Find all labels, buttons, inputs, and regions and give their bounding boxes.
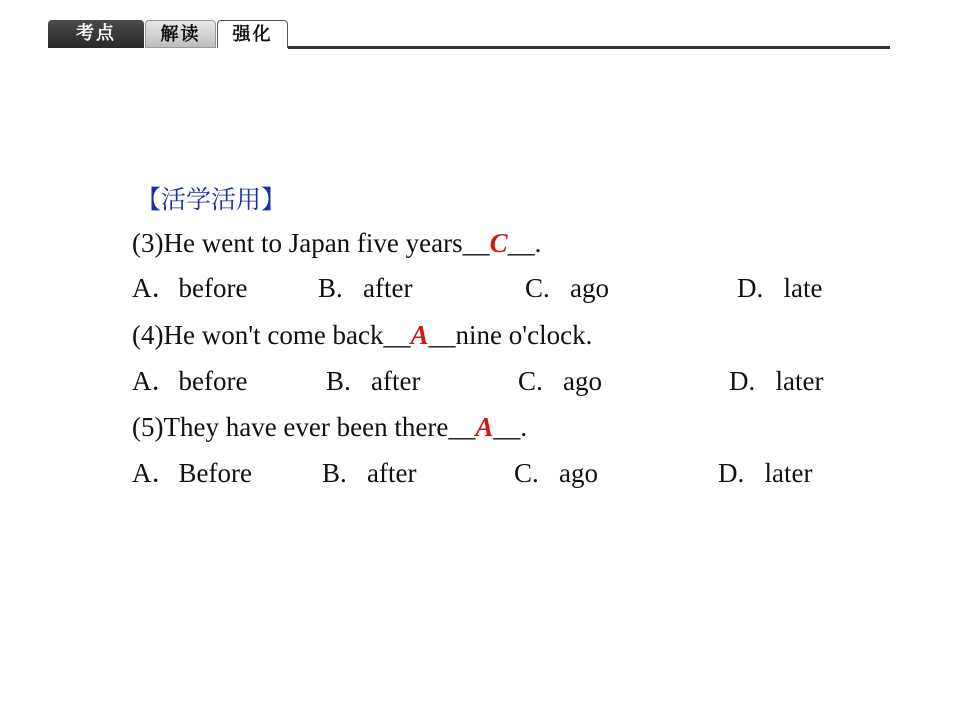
section-title: 【活学活用】 — [136, 185, 287, 214]
question-text: (3)He went to Japan five years — [132, 228, 463, 258]
tab-jiedu[interactable]: 解读 — [145, 20, 216, 48]
option-d: D. later — [729, 366, 824, 396]
blank-left: __ — [448, 412, 476, 442]
option-c: C. ago — [514, 458, 598, 488]
blank-left: __ — [383, 320, 411, 350]
option-d: D. late — [737, 273, 823, 303]
answer-mark: C — [489, 228, 508, 258]
question-5 — [132, 410, 527, 444]
option-a: A．before — [132, 273, 248, 303]
tab-qianghua[interactable]: 强化 — [217, 20, 288, 48]
blank-left: __ — [462, 228, 490, 258]
blank-right: __ — [428, 320, 456, 350]
option-a: A．before — [132, 366, 248, 396]
header-tab-bar — [48, 20, 890, 50]
question-4 — [132, 318, 592, 352]
option-b: B. after — [326, 366, 421, 396]
option-c: C. ago — [525, 273, 609, 303]
option-b: B. after — [322, 458, 417, 488]
header-divider — [288, 46, 890, 49]
question-text-end: nine o'clock. — [455, 320, 593, 350]
question-text: (5)They have ever been there — [132, 412, 449, 442]
answer-mark: A — [410, 320, 429, 350]
option-d: D. later — [718, 458, 813, 488]
question-text: (4)He won't come back — [132, 320, 384, 350]
option-c: C. ago — [518, 366, 602, 396]
blank-right: __ — [493, 412, 521, 442]
answer-mark: A — [475, 412, 494, 442]
question-text-end: . — [534, 228, 542, 258]
question-3 — [132, 226, 541, 260]
question-text-end: . — [520, 412, 528, 442]
blank-right: __ — [507, 228, 535, 258]
tab-kaodian[interactable]: 考点 — [48, 20, 144, 48]
option-a: A．Before — [132, 458, 252, 488]
option-b: B. after — [318, 273, 413, 303]
